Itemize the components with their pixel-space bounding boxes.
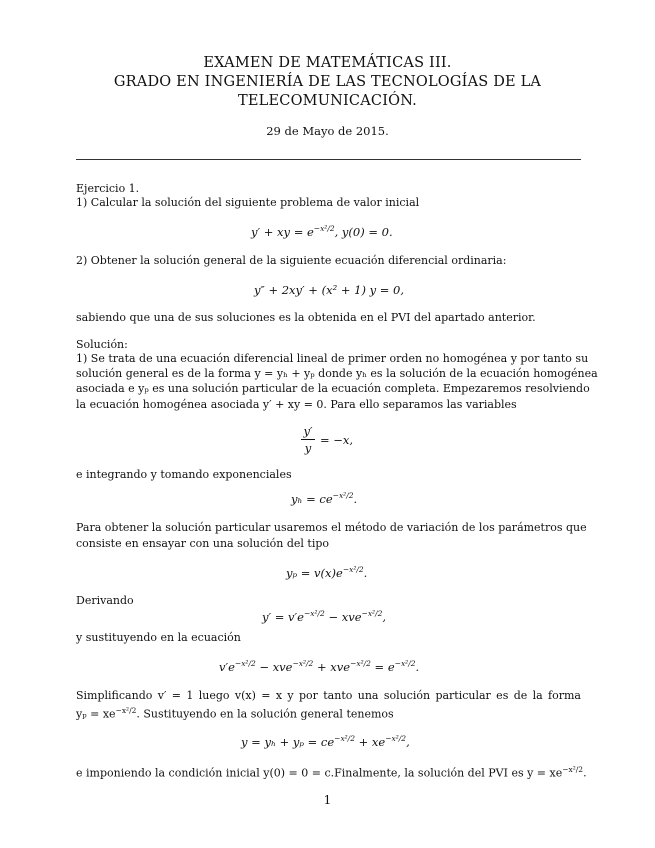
equation-ivp: y′ + xy = $e^{-x^2/2}$, y(0) = 0.: [251, 224, 393, 239]
exercise-part-2: 2) Obtener la solución general de la siguiente ecuación diferencial ordinaria:: [76, 254, 507, 267]
page-number: 1: [323, 793, 332, 807]
header-divider: [76, 159, 581, 160]
solution-substituting: y sustituyendo en la ecuación: [76, 631, 241, 644]
solution-simplifying-line-1: Simplificando v′ = 1 luego v(x) = x y por tanto una solución particular es de la forma: [76, 689, 581, 702]
equation-substituted: $v'e^{-x^2/2} - xve^{-x^2/2} + xve^{-x^2/2} = e^{-x^2/2}$.: [219, 659, 420, 674]
fraction-bar: [301, 439, 315, 440]
title-line-3: TELECOMUNICACIÓN.: [238, 93, 417, 109]
title-line-2: GRADO EN INGENIERÍA DE LAS TECNOLOGÍAS DE LA: [113, 74, 542, 90]
solution-variation-line-2: consiste en ensayar con una solución del tipo: [76, 537, 330, 550]
exercise-part-3: sabiendo que una de sus soluciones es la obtenida en el PVI del apartado anterior.: [76, 311, 536, 324]
exam-date: 29 de Mayo de 2015.: [266, 124, 389, 138]
solution-final: e imponiendo la condición inicial y(0) = 0 = c.Finalmente, la solución del PVI es $y = xe^{-x^2/2}$.: [76, 765, 587, 780]
exercise-part-1: 1) Calcular la solución del siguiente problema de valor inicial: [76, 196, 420, 209]
equation-homogeneous-solution: $y_h = ce^{-x^2/2}$.: [291, 491, 358, 506]
equation-derivative: $y' = v'e^{-x^2/2} - xve^{-x^2/2}$,: [262, 609, 387, 624]
solution-variation-line-1: Para obtener la solución particular usaremos el método de variación de los parámetros que: [76, 521, 587, 534]
equation-second-order: y″ + 2xy′ + (x² + 1) y = 0,: [254, 283, 404, 297]
solution-line-4: la ecuación homogénea asociada y′ + xy = 0. Para ello separamos las variables: [76, 398, 517, 411]
solution-heading: Solución:: [76, 338, 128, 351]
title-line-1: EXAMEN DE MATEMÁTICAS III.: [203, 55, 452, 71]
equation-general-solution: $y = y_h + y_p = ce^{-x^2/2} + xe^{-x^2/2}$,: [241, 734, 410, 749]
solution-line-3: asociada e yₚ es una solución particular de la ecuación completa. Empezaremos resolviendo: [76, 382, 590, 395]
fraction-rhs: = −x,: [320, 433, 354, 447]
solution-deriving: Derivando: [76, 594, 134, 607]
fraction-denominator: y: [304, 441, 312, 455]
equation-particular-form: $y_p = v(x)e^{-x^2/2}$.: [286, 565, 368, 580]
solution-simplifying-line-2: $y_p = xe^{-x^2/2}$. Sustituyendo en la solución general tenemos: [76, 706, 394, 721]
solution-integrating: e integrando y tomando exponenciales: [76, 468, 292, 481]
exercise-heading: Ejercicio 1.: [76, 182, 140, 195]
fraction-numerator: y′: [303, 424, 313, 438]
solution-line-1: 1) Se trata de una ecuación diferencial lineal de primer orden no homogénea y por tanto su: [76, 352, 589, 365]
solution-line-2: solución general es de la forma y = yₕ + yₚ donde yₕ es la solución de la ecuación homogénea: [76, 367, 598, 380]
